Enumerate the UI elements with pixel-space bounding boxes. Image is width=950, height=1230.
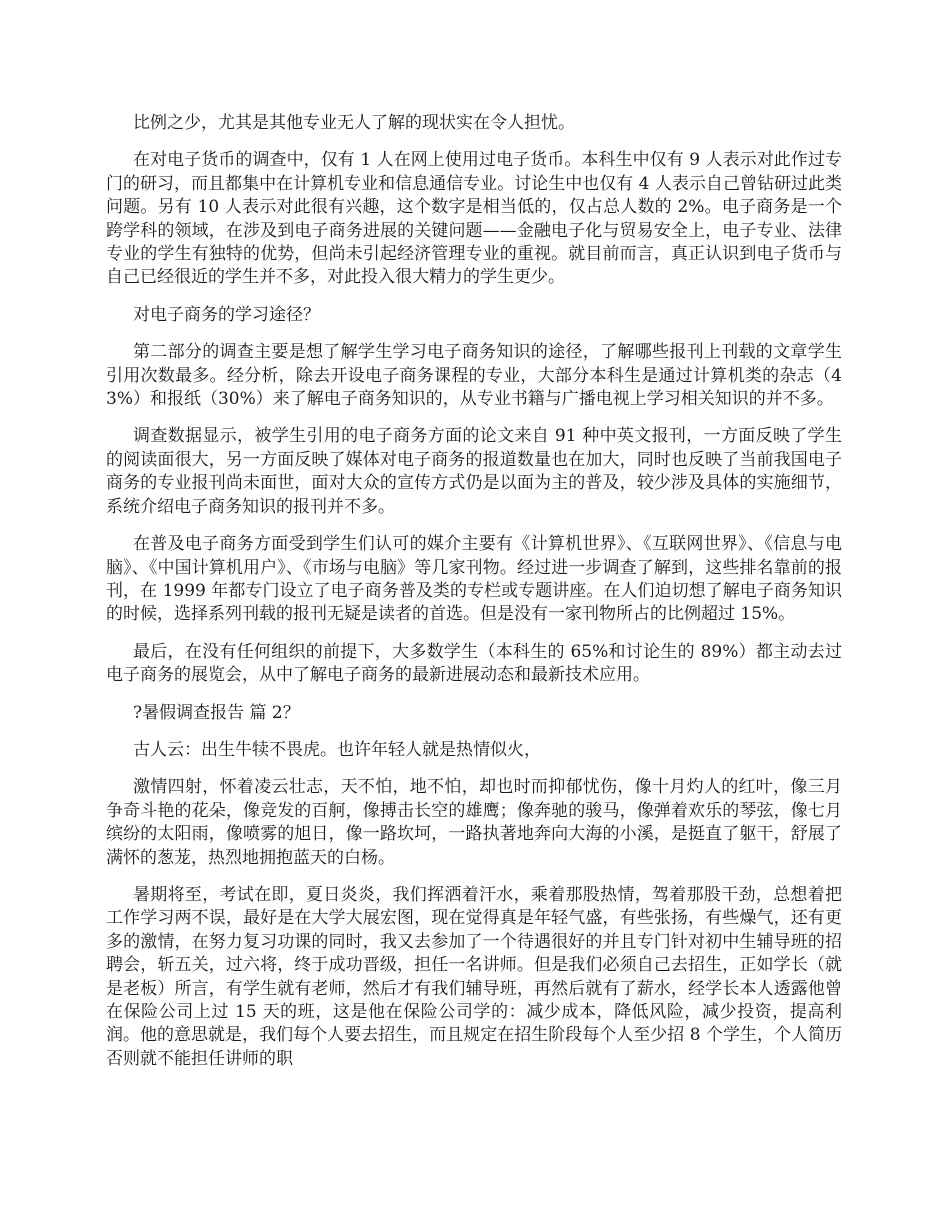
paragraph-10: 激情四射，怀着凌云壮志，天不怕，地不怕，却也时而抑郁忧伤，像十月灼人的红叶，像三月争奇斗艳的花朵，像竞发的百舸，像搏击长空的雄鹰；像奔驰的骏马，像弹着欢乐的琴弦，像七月缤纷的太阳雨，像喷雾的旭日，像一路坎坷，一路执著地奔向大海的小溪，是挺直了躯干，舒展了满怀的葱茏，热烈地拥抱蓝天的白杨。 (106, 777, 842, 868)
paragraph-2: 在对电子货币的调查中，仅有 1 人在网上使用过电子货币。本科生中仅有 9 人表示对此作过专门的研习，而且都集中在计算机专业和信息通信专业。讨论生中也仅有 4 人表示自己曾钻研过此类问题。另有 10 人表示对此很有兴趣，这个数字是相当低的，仅占总人数的 2%。电子商务是一个跨学科的领域，在涉及到电子商务进展的关键问题——金融电子化与贸易安全上，电子专业、法律专业的学生有独特的优势，但尚未引起经济管理专业的重视。就目前而言，真正认识到电子货币与自己已经很近的学生并不多，对此投入很大精力的学生更少。 (106, 150, 842, 288)
paragraph-7: 最后，在没有任何组织的前提下，大多数学生（本科生的 65%和讨论生的 89%）都主动去过电子商务的展览会，从中了解电子商务的最新进展动态和最新技术应用。 (106, 641, 842, 686)
paragraph-3-heading: 对电子商务的学习途径？ (133, 304, 320, 325)
paragraph-4: 第二部分的调查主要是想了解学生学习电子商务知识的途径，了解哪些报刊上刊载的文章学生引用次数最多。经分析，除去开设电子商务课程的专业，大部分本科生是通过计算机类的杂志（43%）和报纸（30%）来了解电子商务知识的，从专业书籍与广播电视上学习相关知识的并不多。 (106, 342, 842, 410)
document-page (106, 112, 842, 1085)
paragraph-11: 暑期将至，考试在即，夏日炎炎，我们挥洒着汗水，乘着那股热情，驾着那股干劲，总想着把工作学习两不误，最好是在大学大展宏图，现在觉得真是年轻气盛，有些张扬，有些燥气，还有更多的激情，在努力复习功课的同时，我又去参加了一个待遇很好的并且专门针对初中生辅导班的招聘会，斩五关，过六将，终于成功晋级，担任一名讲师。但是我们必须自己去招生，正如学长（就是老板）所言，有学生就有老师，然后才有我们辅导班，再然后就有了薪水，经学长本人透露他曾在保险公司上过 15 天的班，这是他在保险公司学的：减少成本，降低风险，减少投资，提高利润。他的意思就是，我们每个人要去招生，而且规定在招生阶段每个人至少招 8 个学生，个人简历否则就不能担任讲师的职 (106, 884, 842, 1069)
paragraph-6: 在普及电子商务方面受到学生们认可的媒介主要有《计算机世界》、《互联网世界》、《信息与电脑》、《中国计算机用户》、《市场与电脑》等几家刊物。经过进一步调查了解到，这些排名靠前的报刊，在 1999 年都专门设立了电子商务普及类的专栏或专题讲座。在人们迫切想了解电子商务知识的时候，选择系列刊载的报刊无疑是读者的首选。但是没有一家刊物所占的比例超过 15%。 (106, 534, 842, 625)
paragraph-5: 调查数据显示，被学生引用的电子商务方面的论文来自 91 种中英文报刊，一方面反映了学生的阅读面很大，另一方面反映了媒体对电子商务的报道数量也在加大，同时也反映了当前我国电子商务的专业报刊尚未面世，面对大众的宣传方式仍是以面为主的普及，较少涉及具体的实施细节，系统介绍电子商务知识的报刊并不多。 (106, 426, 842, 517)
paragraph-1: 比例之少，尤其是其他专业无人了解的现状实在令人担忧。 (133, 113, 575, 133)
section-heading: ?暑假调查报告 篇 2？ (133, 702, 300, 723)
paragraph-9: 古人云：出生牛犊不畏虎。也许年轻人就是热情似火， (133, 739, 541, 760)
